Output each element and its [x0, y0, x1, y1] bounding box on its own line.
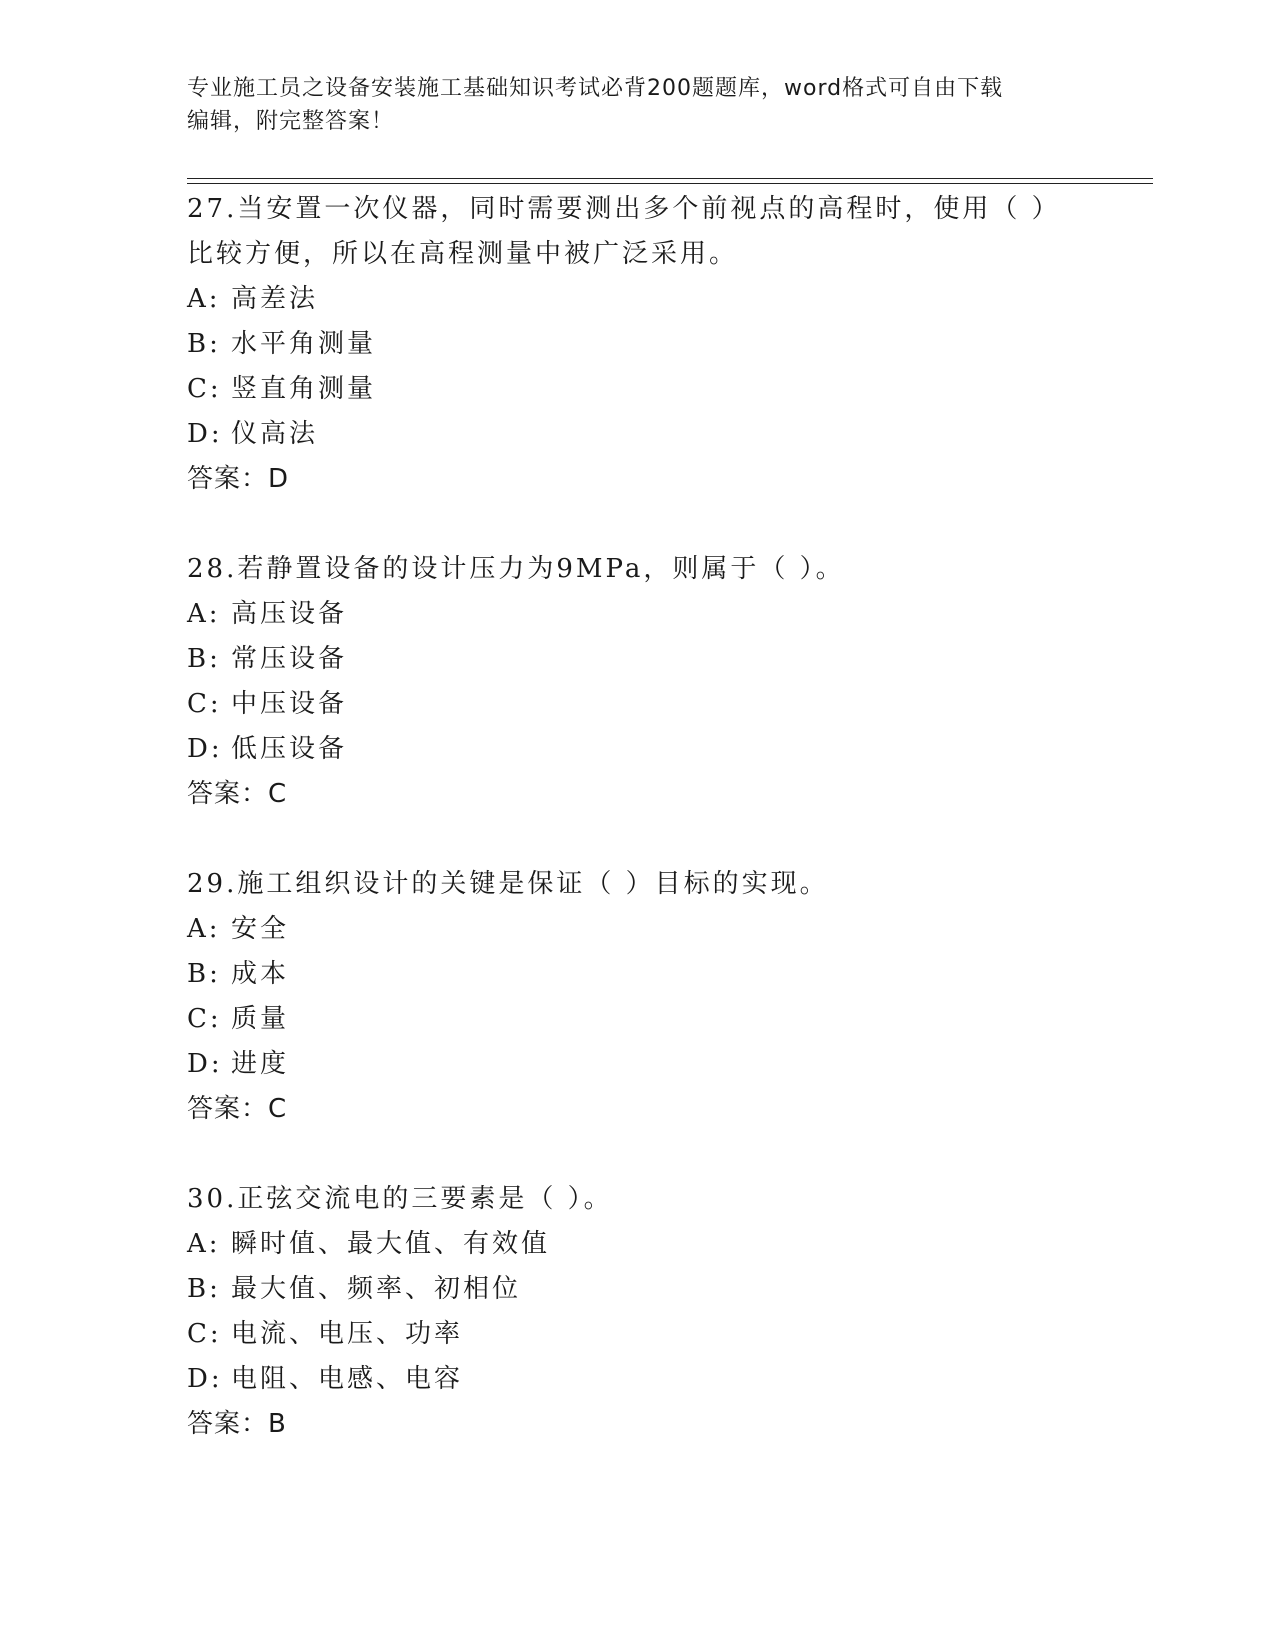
- option-letter: D:: [187, 1364, 223, 1394]
- option-letter: D:: [187, 734, 223, 764]
- question-stem: 27.当安置一次仪器，同时需要测出多个前视点的高程时，使用（ ）: [187, 194, 1061, 224]
- option-a: [187, 592, 1087, 637]
- answer-line: 答案：C: [187, 779, 288, 809]
- document-header: [187, 72, 1087, 138]
- option-letter: A:: [187, 1229, 221, 1259]
- option-d: [187, 1357, 1087, 1402]
- question-27: [187, 187, 1087, 502]
- answer-line: 答案：D: [187, 464, 290, 494]
- question-stem: 29.施工组织设计的关键是保证（ ）目标的实现。: [187, 869, 829, 899]
- option-a: [187, 277, 1087, 322]
- option-c: [187, 997, 1087, 1042]
- option-text: 仪高法: [231, 419, 319, 449]
- header-divider-top: [187, 178, 1153, 179]
- option-text: 瞬时值、最大值、有效值: [231, 1229, 551, 1259]
- option-b: [187, 637, 1087, 682]
- question-stem: 28.若静置设备的设计压力为9MPa，则属于（ ）。: [187, 554, 845, 584]
- option-letter: C:: [187, 374, 222, 404]
- option-a: [187, 907, 1087, 952]
- option-d: [187, 727, 1087, 772]
- option-text: 电流、电压、功率: [231, 1319, 464, 1349]
- header-divider-bottom: [187, 183, 1153, 184]
- option-letter: C:: [187, 1004, 222, 1034]
- option-letter: A:: [187, 599, 221, 629]
- option-text: 高差法: [231, 284, 319, 314]
- option-text: 进度: [231, 1049, 290, 1079]
- question-30: [187, 1177, 1087, 1447]
- option-text: 高压设备: [231, 599, 348, 629]
- option-letter: A:: [187, 914, 221, 944]
- option-text: 水平角测量: [231, 329, 377, 359]
- option-text: 低压设备: [231, 734, 348, 764]
- question-stem: 30.正弦交流电的三要素是（ ）。: [187, 1184, 613, 1214]
- question-29: [187, 862, 1087, 1132]
- option-text: 成本: [231, 959, 290, 989]
- option-d: [187, 1042, 1087, 1087]
- option-c: [187, 1312, 1087, 1357]
- option-text: 安全: [231, 914, 290, 944]
- header-line-1: 专业施工员之设备安装施工基础知识考试必背200题题库，word格式可自由下载: [187, 76, 1004, 101]
- option-c: [187, 367, 1087, 412]
- option-a: [187, 1222, 1087, 1267]
- header-line-2: 编辑，附完整答案！: [187, 109, 395, 134]
- option-letter: B:: [187, 1274, 221, 1304]
- option-letter: A:: [187, 284, 221, 314]
- option-text: 电阻、电感、电容: [231, 1364, 464, 1394]
- option-letter: C:: [187, 1319, 222, 1349]
- question-stem-continued: 比较方便，所以在高程测量中被广泛采用。: [187, 239, 739, 269]
- option-b: [187, 322, 1087, 367]
- option-c: [187, 682, 1087, 727]
- option-b: [187, 1267, 1087, 1312]
- answer-line: 答案：C: [187, 1094, 288, 1124]
- option-d: [187, 412, 1087, 457]
- option-text: 竖直角测量: [231, 374, 377, 404]
- option-letter: C:: [187, 689, 222, 719]
- question-28: [187, 547, 1087, 817]
- option-text: 中压设备: [231, 689, 348, 719]
- option-letter: D:: [187, 419, 223, 449]
- option-letter: B:: [187, 644, 221, 674]
- option-letter: D:: [187, 1049, 223, 1079]
- option-text: 质量: [231, 1004, 290, 1034]
- option-letter: B:: [187, 329, 221, 359]
- option-letter: B:: [187, 959, 221, 989]
- option-b: [187, 952, 1087, 997]
- answer-line: 答案：B: [187, 1409, 287, 1439]
- option-text: 常压设备: [231, 644, 348, 674]
- option-text: 最大值、频率、初相位: [231, 1274, 522, 1304]
